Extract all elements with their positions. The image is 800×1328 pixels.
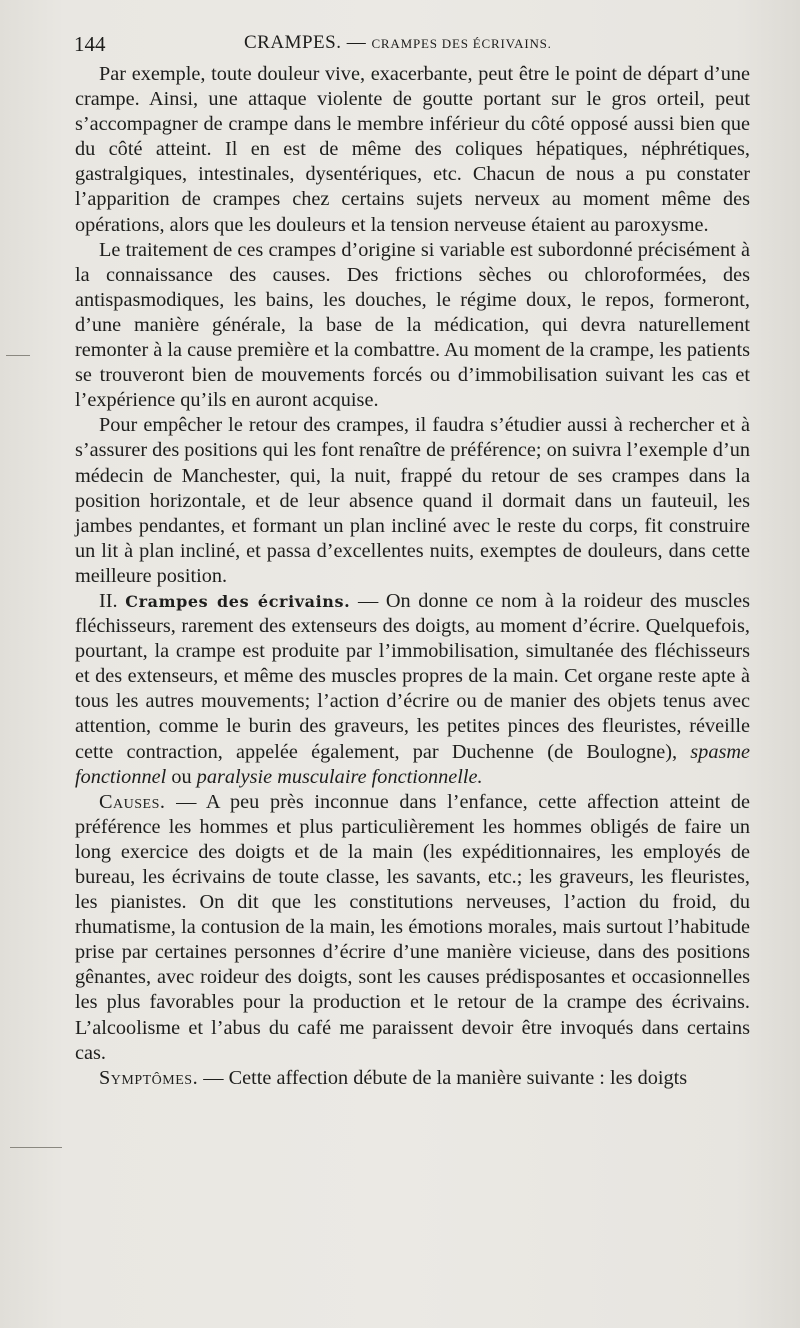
symptoms-text: — Cette affection débute de la manière suivante : les doigts (198, 1066, 688, 1089)
paragraph-treatment: Le traitement de ces crampes d’origine si variable est subordonné précisément à la connaissance des causes. Des frictions sèches ou chloroformées, des antispasmodiques, les bains, les douches, le régime doux, le repos, formeront, d’une manière générale, la base de la médication, qui devra naturellement remonter à la cause première et la combattre. Au moment de la crampe, les patients se trouveront bien de mouvements forcés ou d’immobilisation suivant les cas et l’expérience qu’ils en auront acquise. (75, 238, 750, 412)
causes-text: — A peu près inconnue dans l’enfance, cette affection atteint de préférence les hommes et plus particulièrement les hommes obligés de faire un long exercice des doigts et de la main (les expéditionnaires, les employés de bureau, les écrivains de toute classe, les savants, etc.; les graveurs, les fleuristes, les pianistes. On dit que les constitutions nerveuses, l’action du froid, du rhumatisme, la contusion de la main, les émotions morales, mais surtout l’habitude prise par certaines personnes d’écrire d’une manière vicieuse, dans des positions gênantes, avec roideur des doigts, sont les causes prédisposantes et occasionnelles les plus favorables pour la production et le retour de la crampe des écrivains. L’alcoolisme et l’abus du café me paraissent devoir être invoqués dans certains cas. (75, 790, 750, 1064)
paragraph-prevention: Pour empêcher le retour des crampes, il faudra s’étudier aussi à rechercher et à s’assurer des positions qui les font renaître de préférence; on suivra l’exemple d’un médecin de Manchester, qui, la nuit, frappé du retour de ses crampes dans la position horizontale, et de leur absence quand il dormait dans un fauteuil, les jambes pendantes, et formant un plan incliné avec le reste du corps, fit construire un lit à plan incliné, et passa d’excellentes nuits, exemptes de douleurs, dans cette meilleure position. (75, 414, 750, 587)
running-header (74, 30, 750, 60)
running-title-sub: CRAMPES DES ÉCRIVAINS. (371, 36, 552, 51)
section-title: Crampes des écrivains. (125, 591, 351, 611)
margin-mark-lower (10, 1147, 62, 1148)
paragraph-causes (75, 790, 750, 1066)
body-text (75, 62, 750, 1091)
running-title (244, 32, 552, 54)
paragraph-writers-cramp (75, 589, 750, 790)
writers-cramp-text: — On donne ce nom à la roideur des muscles fléchisseurs, rarement des extenseurs des doigts, au moment d’écrire. Quelquefois, pourtant, la crampe est produite par l’immobilisation, simultanée des fléchisseurs et des extenseurs, et même des muscles propres de la main. Cet organe reste apte à tous les autres mouvements; l’action d’écrire ou de manier des objets tenus avec attention, comme le burin des graveurs, les petites pinces des fleuristes, réveille cette contraction, appelée également, par Duchenne (de Boulogne), (75, 589, 750, 763)
paragraph-pain-causes: Par exemple, toute douleur vive, exacerbante, peut être le point de départ d’une crampe. Ainsi, une attaque violente de goutte portant sur le gros orteil, peut s’accompagner de crampe dans le membre inférieur du côté opposé aussi bien que du côté atteint. Il en est de même des coliques hépatiques, néphrétiques, gastralgiques, intestinales, dysentériques, etc. Chacun de nous a pu constater l’apparition de crampes chez certains sujets nerveux au moment même des opérations, alors que les douleurs et la tension nerveuse étaient au paroxysme. (75, 63, 750, 236)
term-paralysie-musculaire: paralysie musculaire fonctionnelle. (196, 765, 483, 788)
page-number: 144 (74, 32, 106, 56)
term-spasme-fonctionnel: spasme fonctionnel (75, 740, 750, 788)
section-number: II. (99, 589, 118, 612)
running-title-separator: — (346, 32, 367, 53)
causes-label: Causes. (99, 790, 166, 813)
running-title-main: CRAMPES. (244, 32, 342, 53)
conjunction-ou: ou (166, 765, 197, 788)
margin-mark-upper (6, 355, 30, 356)
paragraph-symptoms (75, 1066, 750, 1091)
symptoms-label: Symptômes. (99, 1066, 199, 1089)
